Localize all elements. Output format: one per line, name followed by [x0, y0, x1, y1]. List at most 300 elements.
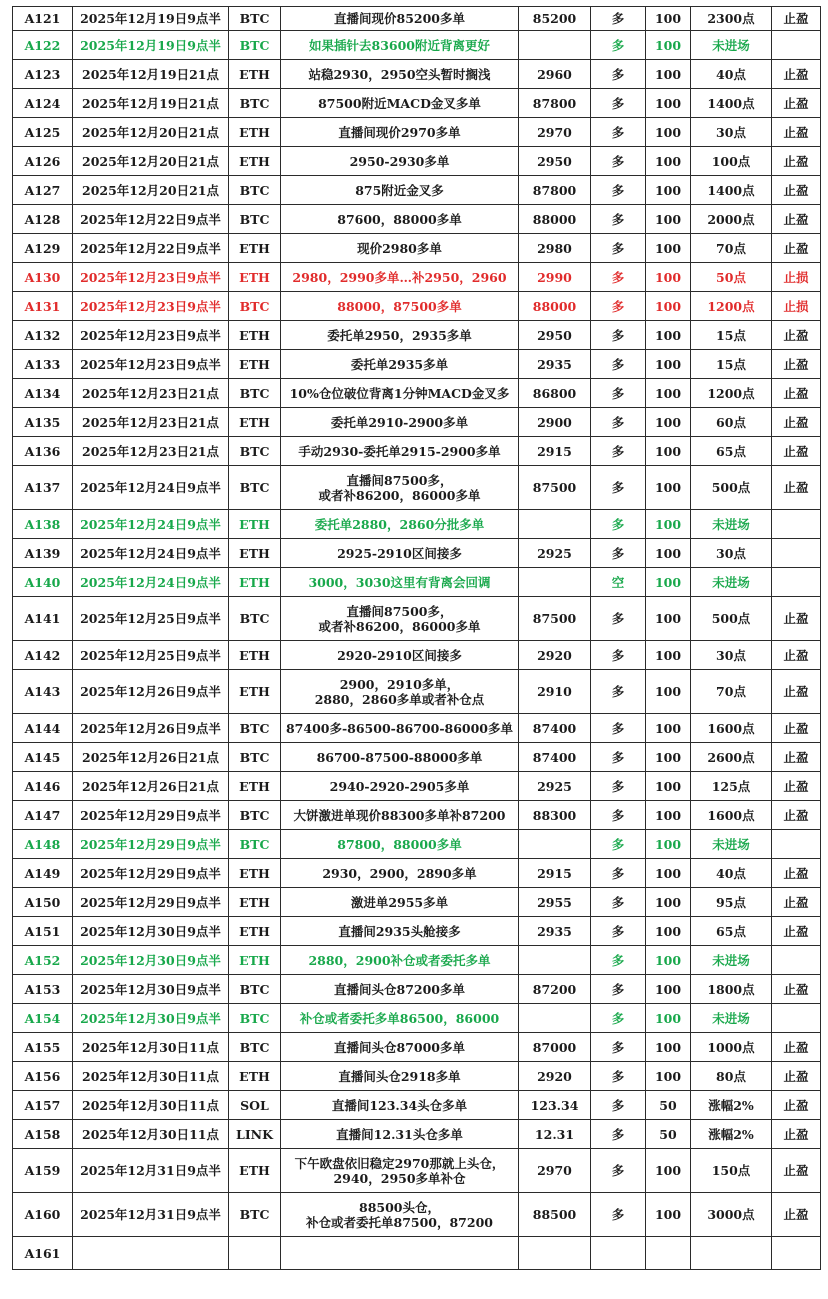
row-leverage: 100: [646, 263, 691, 292]
row-strategy: [281, 350, 519, 379]
table-row: [13, 60, 821, 89]
row-status: 止盈: [772, 714, 821, 743]
row-leverage: 100: [646, 772, 691, 801]
strategy-line: 或者补86200，86000多单: [318, 487, 481, 503]
table-row: [13, 743, 821, 772]
row-entry-price: 2910: [519, 670, 591, 714]
strategy-line: 如果插针去83600附近背离更好: [309, 37, 490, 53]
strategy-line: 手动2930-委托单2915-2900多单: [298, 443, 501, 459]
row-status: 止盈: [772, 60, 821, 89]
row-time: 2025年12月30日9点半: [73, 917, 229, 946]
row-leverage: 100: [646, 830, 691, 859]
row-status: 止盈: [772, 1033, 821, 1062]
row-strategy: [281, 408, 519, 437]
row-id: A123: [13, 60, 73, 89]
row-coin: BTC: [229, 466, 281, 510]
row-coin: ETH: [229, 917, 281, 946]
row-leverage: 100: [646, 917, 691, 946]
strategy-line: 2925-2910区间接多: [337, 545, 462, 561]
row-strategy: [281, 7, 519, 31]
row-coin: BTC: [229, 437, 281, 466]
row-status: [772, 510, 821, 539]
row-status: [772, 568, 821, 597]
row-entry-price: 85200: [519, 7, 591, 31]
strategy-line: 87600，88000多单: [337, 211, 462, 227]
row-entry-price: 87800: [519, 176, 591, 205]
row-result: 1400点: [691, 89, 772, 118]
row-status: 止盈: [772, 888, 821, 917]
strategy-line: 委托单2910-2900多单: [330, 414, 469, 430]
strategy-line: 10%仓位破位背离1分钟MACD金叉多: [289, 385, 510, 401]
row-leverage: 100: [646, 176, 691, 205]
row-coin: ETH: [229, 263, 281, 292]
row-direction: 多: [591, 89, 646, 118]
row-id: A135: [13, 408, 73, 437]
row-id: A138: [13, 510, 73, 539]
strategy-line: 2950-2930多单: [349, 153, 450, 169]
row-id: A152: [13, 946, 73, 975]
row-entry-price: [519, 568, 591, 597]
row-coin: ETH: [229, 539, 281, 568]
row-strategy: [281, 1091, 519, 1120]
row-coin: SOL: [229, 1091, 281, 1120]
strategy-line: 或者补86200，86000多单: [318, 618, 481, 634]
row-leverage: 100: [646, 641, 691, 670]
row-status: 止盈: [772, 1062, 821, 1091]
row-entry-price: 2920: [519, 1062, 591, 1091]
strategy-line: 2920-2910区间接多: [337, 647, 462, 663]
strategy-line: 3000，3030这里有背离会回调: [308, 574, 491, 590]
row-leverage: 100: [646, 437, 691, 466]
row-time: 2025年12月26日9点半: [73, 714, 229, 743]
row-direction: 多: [591, 859, 646, 888]
row-direction: 多: [591, 772, 646, 801]
row-leverage: 100: [646, 1149, 691, 1193]
row-time: 2025年12月30日9点半: [73, 946, 229, 975]
row-leverage: 100: [646, 205, 691, 234]
row-strategy: [281, 89, 519, 118]
row-strategy: [281, 772, 519, 801]
row-leverage: 100: [646, 597, 691, 641]
row-coin: ETH: [229, 670, 281, 714]
row-id: A122: [13, 31, 73, 60]
row-direction: 多: [591, 510, 646, 539]
row-time: 2025年12月24日9点半: [73, 539, 229, 568]
row-direction: 多: [591, 234, 646, 263]
row-result: 95点: [691, 888, 772, 917]
row-entry-price: 87400: [519, 743, 591, 772]
row-strategy: [281, 379, 519, 408]
row-direction: 多: [591, 888, 646, 917]
row-leverage: 100: [646, 1062, 691, 1091]
row-status: [772, 946, 821, 975]
table-row: [13, 568, 821, 597]
row-direction: 多: [591, 205, 646, 234]
row-id: A142: [13, 641, 73, 670]
row-status: 止盈: [772, 89, 821, 118]
row-id: A126: [13, 147, 73, 176]
row-result: 2000点: [691, 205, 772, 234]
row-leverage: 100: [646, 60, 691, 89]
row-direction: 多: [591, 801, 646, 830]
row-coin: BTC: [229, 801, 281, 830]
table-row: [13, 975, 821, 1004]
row-direction: 多: [591, 1033, 646, 1062]
row-status: 止盈: [772, 118, 821, 147]
row-direction: 多: [591, 1062, 646, 1091]
row-coin: BTC: [229, 714, 281, 743]
row-strategy: [281, 641, 519, 670]
row-result: 未进场: [691, 568, 772, 597]
row-direction: 多: [591, 7, 646, 31]
row-leverage: 100: [646, 946, 691, 975]
row-result: 30点: [691, 641, 772, 670]
row-strategy: [281, 539, 519, 568]
row-coin: ETH: [229, 510, 281, 539]
row-coin: LINK: [229, 1120, 281, 1149]
row-direction: 多: [591, 176, 646, 205]
strategy-line: 直播间2935头舱接多: [338, 923, 461, 939]
row-result: 500点: [691, 466, 772, 510]
row-coin: ETH: [229, 772, 281, 801]
strategy-line: 直播间头仓2918多单: [338, 1068, 461, 1084]
table-row: [13, 321, 821, 350]
table-row: [13, 234, 821, 263]
row-leverage: 100: [646, 714, 691, 743]
row-coin: BTC: [229, 975, 281, 1004]
row-leverage: 100: [646, 7, 691, 31]
strategy-line: 2930，2900，2890多单: [322, 865, 477, 881]
row-status: 止盈: [772, 1149, 821, 1193]
row-strategy: [281, 946, 519, 975]
row-coin: BTC: [229, 379, 281, 408]
strategy-line: 88000，87500多单: [337, 298, 462, 314]
row-strategy: [281, 510, 519, 539]
row-result: 涨幅2%: [691, 1120, 772, 1149]
row-direction: [591, 1237, 646, 1270]
row-entry-price: 2970: [519, 118, 591, 147]
row-entry-price: 87500: [519, 597, 591, 641]
strategy-line: 直播间12.31头仓多单: [336, 1126, 463, 1142]
table-row: [13, 641, 821, 670]
strategy-line: 直播间87500多，: [346, 472, 453, 488]
row-entry-price: 2925: [519, 539, 591, 568]
table-row: [13, 510, 821, 539]
row-id: A128: [13, 205, 73, 234]
row-result: [691, 1237, 772, 1270]
row-leverage: 100: [646, 408, 691, 437]
row-strategy: [281, 743, 519, 772]
row-leverage: 100: [646, 801, 691, 830]
row-coin: ETH: [229, 859, 281, 888]
strategy-line: 委托单2880，2860分批多单: [314, 516, 485, 532]
row-coin: ETH: [229, 408, 281, 437]
row-id: A127: [13, 176, 73, 205]
row-result: 1200点: [691, 292, 772, 321]
row-entry-price: 123.34: [519, 1091, 591, 1120]
row-result: 40点: [691, 859, 772, 888]
row-result: 60点: [691, 408, 772, 437]
row-coin: BTC: [229, 292, 281, 321]
table-row: [13, 379, 821, 408]
row-id: A149: [13, 859, 73, 888]
row-leverage: [646, 1237, 691, 1270]
row-status: 止盈: [772, 917, 821, 946]
row-status: 止盈: [772, 975, 821, 1004]
row-entry-price: 2915: [519, 437, 591, 466]
row-direction: 多: [591, 263, 646, 292]
row-result: 3000点: [691, 1193, 772, 1237]
row-status: 止盈: [772, 1193, 821, 1237]
row-direction: 多: [591, 466, 646, 510]
row-time: 2025年12月30日9点半: [73, 975, 229, 1004]
row-strategy: [281, 859, 519, 888]
row-id: A153: [13, 975, 73, 1004]
row-coin: ETH: [229, 321, 281, 350]
table-row: [13, 1120, 821, 1149]
row-strategy: [281, 801, 519, 830]
row-id: A145: [13, 743, 73, 772]
row-entry-price: 2935: [519, 350, 591, 379]
row-status: 止损: [772, 263, 821, 292]
row-strategy: [281, 1062, 519, 1091]
row-entry-price: 88500: [519, 1193, 591, 1237]
row-leverage: 100: [646, 466, 691, 510]
row-time: 2025年12月23日21点: [73, 408, 229, 437]
row-coin: BTC: [229, 597, 281, 641]
row-entry-price: [519, 1004, 591, 1033]
row-entry-price: [519, 510, 591, 539]
row-entry-price: 12.31: [519, 1120, 591, 1149]
table-row: [13, 408, 821, 437]
strategy-line: 2900，2910多单，: [339, 676, 460, 692]
row-entry-price: 87200: [519, 975, 591, 1004]
row-result: 50点: [691, 263, 772, 292]
row-strategy: [281, 205, 519, 234]
row-coin: BTC: [229, 1004, 281, 1033]
row-strategy: [281, 234, 519, 263]
row-time: 2025年12月22日9点半: [73, 205, 229, 234]
row-result: 500点: [691, 597, 772, 641]
row-result: 1400点: [691, 176, 772, 205]
table-row: [13, 205, 821, 234]
row-status: 止盈: [772, 772, 821, 801]
row-leverage: 100: [646, 234, 691, 263]
row-time: 2025年12月30日11点: [73, 1120, 229, 1149]
row-result: 80点: [691, 1062, 772, 1091]
row-direction: 多: [591, 1004, 646, 1033]
table-row: [13, 1062, 821, 1091]
row-entry-price: 2900: [519, 408, 591, 437]
row-entry-price: 2915: [519, 859, 591, 888]
row-time: 2025年12月20日21点: [73, 118, 229, 147]
table-row: [13, 859, 821, 888]
row-entry-price: [519, 946, 591, 975]
strategy-line: 2880，2900补仓或者委托多单: [308, 952, 491, 968]
row-id: A134: [13, 379, 73, 408]
row-direction: 多: [591, 743, 646, 772]
row-time: 2025年12月31日9点半: [73, 1193, 229, 1237]
row-time: 2025年12月26日9点半: [73, 670, 229, 714]
row-id: A158: [13, 1120, 73, 1149]
table-row: [13, 147, 821, 176]
row-direction: 多: [591, 350, 646, 379]
row-status: [772, 830, 821, 859]
row-leverage: 100: [646, 888, 691, 917]
row-entry-price: [519, 830, 591, 859]
trade-records-table: [12, 6, 821, 1270]
row-entry-price: 88000: [519, 205, 591, 234]
strategy-line: 直播间123.34头仓多单: [331, 1097, 468, 1113]
row-leverage: 100: [646, 670, 691, 714]
table-row: [13, 946, 821, 975]
table-row: [13, 466, 821, 510]
row-id: A161: [13, 1237, 73, 1270]
row-time: 2025年12月26日21点: [73, 772, 229, 801]
row-coin: ETH: [229, 888, 281, 917]
row-status: [772, 31, 821, 60]
row-id: A136: [13, 437, 73, 466]
strategy-line: 下午欧盘依旧稳定2970那就上头仓，: [294, 1155, 505, 1171]
row-entry-price: 2960: [519, 60, 591, 89]
row-id: A150: [13, 888, 73, 917]
strategy-line: 88500头仓，: [359, 1199, 440, 1215]
row-time: 2025年12月19日21点: [73, 89, 229, 118]
row-id: A146: [13, 772, 73, 801]
row-entry-price: [519, 1237, 591, 1270]
row-time: 2025年12月23日9点半: [73, 321, 229, 350]
row-status: [772, 1004, 821, 1033]
row-time: 2025年12月24日9点半: [73, 466, 229, 510]
row-strategy: [281, 670, 519, 714]
table-row: [13, 7, 821, 31]
row-strategy: [281, 1004, 519, 1033]
strategy-line: 委托单2950，2935多单: [327, 327, 472, 343]
row-status: 止盈: [772, 176, 821, 205]
row-strategy: [281, 437, 519, 466]
row-strategy: [281, 466, 519, 510]
row-result: 1000点: [691, 1033, 772, 1062]
row-id: A133: [13, 350, 73, 379]
row-entry-price: [519, 31, 591, 60]
table-row: [13, 772, 821, 801]
row-strategy: [281, 292, 519, 321]
strategy-line: 大饼激进单现价88300多单补87200: [293, 807, 506, 823]
row-direction: 多: [591, 147, 646, 176]
row-strategy: [281, 888, 519, 917]
row-direction: 多: [591, 670, 646, 714]
row-id: A155: [13, 1033, 73, 1062]
row-time: 2025年12月25日9点半: [73, 641, 229, 670]
row-result: 2300点: [691, 7, 772, 31]
row-coin: ETH: [229, 1062, 281, 1091]
row-direction: 多: [591, 1120, 646, 1149]
row-time: 2025年12月30日11点: [73, 1062, 229, 1091]
strategy-line: 2980，2990多单…补2950，2960: [292, 269, 507, 285]
row-status: 止盈: [772, 597, 821, 641]
table-row: [13, 1004, 821, 1033]
row-leverage: 100: [646, 743, 691, 772]
row-result: 未进场: [691, 1004, 772, 1033]
row-direction: 多: [591, 31, 646, 60]
row-leverage: 100: [646, 539, 691, 568]
row-id: A121: [13, 7, 73, 31]
row-direction: 多: [591, 830, 646, 859]
row-time: 2025年12月29日9点半: [73, 801, 229, 830]
row-leverage: 100: [646, 975, 691, 1004]
row-result: 未进场: [691, 830, 772, 859]
row-result: 15点: [691, 350, 772, 379]
row-id: A151: [13, 917, 73, 946]
table-row: [13, 801, 821, 830]
row-coin: ETH: [229, 147, 281, 176]
row-coin: BTC: [229, 1193, 281, 1237]
row-strategy: [281, 568, 519, 597]
strategy-line: 补仓或者委托单87500，87200: [306, 1214, 493, 1230]
row-entry-price: 2970: [519, 1149, 591, 1193]
table-row: [13, 830, 821, 859]
row-id: A157: [13, 1091, 73, 1120]
row-result: 30点: [691, 539, 772, 568]
row-entry-price: 86800: [519, 379, 591, 408]
row-entry-price: 87000: [519, 1033, 591, 1062]
row-strategy: [281, 1193, 519, 1237]
row-direction: 多: [591, 321, 646, 350]
row-leverage: 100: [646, 350, 691, 379]
strategy-line: 87400多-86500-86700-86000多单: [285, 720, 513, 736]
strategy-line: 87500附近MACD金叉多单: [318, 95, 481, 111]
row-coin: ETH: [229, 60, 281, 89]
trade-rows: [13, 7, 821, 1270]
row-strategy: [281, 714, 519, 743]
row-status: 止盈: [772, 379, 821, 408]
row-result: 1200点: [691, 379, 772, 408]
row-status: 止盈: [772, 437, 821, 466]
row-strategy: [281, 263, 519, 292]
row-leverage: 100: [646, 510, 691, 539]
strategy-line: 87800，88000多单: [337, 836, 462, 852]
row-status: 止盈: [772, 205, 821, 234]
row-coin: ETH: [229, 118, 281, 147]
row-result: 1600点: [691, 714, 772, 743]
row-direction: 多: [591, 292, 646, 321]
row-direction: 多: [591, 60, 646, 89]
table-row: [13, 917, 821, 946]
row-time: 2025年12月20日21点: [73, 147, 229, 176]
row-status: 止盈: [772, 859, 821, 888]
row-direction: 多: [591, 975, 646, 1004]
row-coin: BTC: [229, 176, 281, 205]
row-direction: 多: [591, 1091, 646, 1120]
table-row: [13, 263, 821, 292]
row-status: [772, 539, 821, 568]
row-id: A131: [13, 292, 73, 321]
row-entry-price: 2925: [519, 772, 591, 801]
row-id: A132: [13, 321, 73, 350]
row-result: 未进场: [691, 510, 772, 539]
row-direction: 多: [591, 1193, 646, 1237]
row-time: 2025年12月31日9点半: [73, 1149, 229, 1193]
row-time: 2025年12月24日9点半: [73, 510, 229, 539]
row-time: 2025年12月23日21点: [73, 379, 229, 408]
table-row: [13, 1193, 821, 1237]
row-strategy: [281, 321, 519, 350]
row-leverage: 50: [646, 1091, 691, 1120]
row-time: 2025年12月19日9点半: [73, 7, 229, 31]
row-coin: ETH: [229, 946, 281, 975]
row-time: 2025年12月24日9点半: [73, 568, 229, 597]
row-direction: 多: [591, 379, 646, 408]
